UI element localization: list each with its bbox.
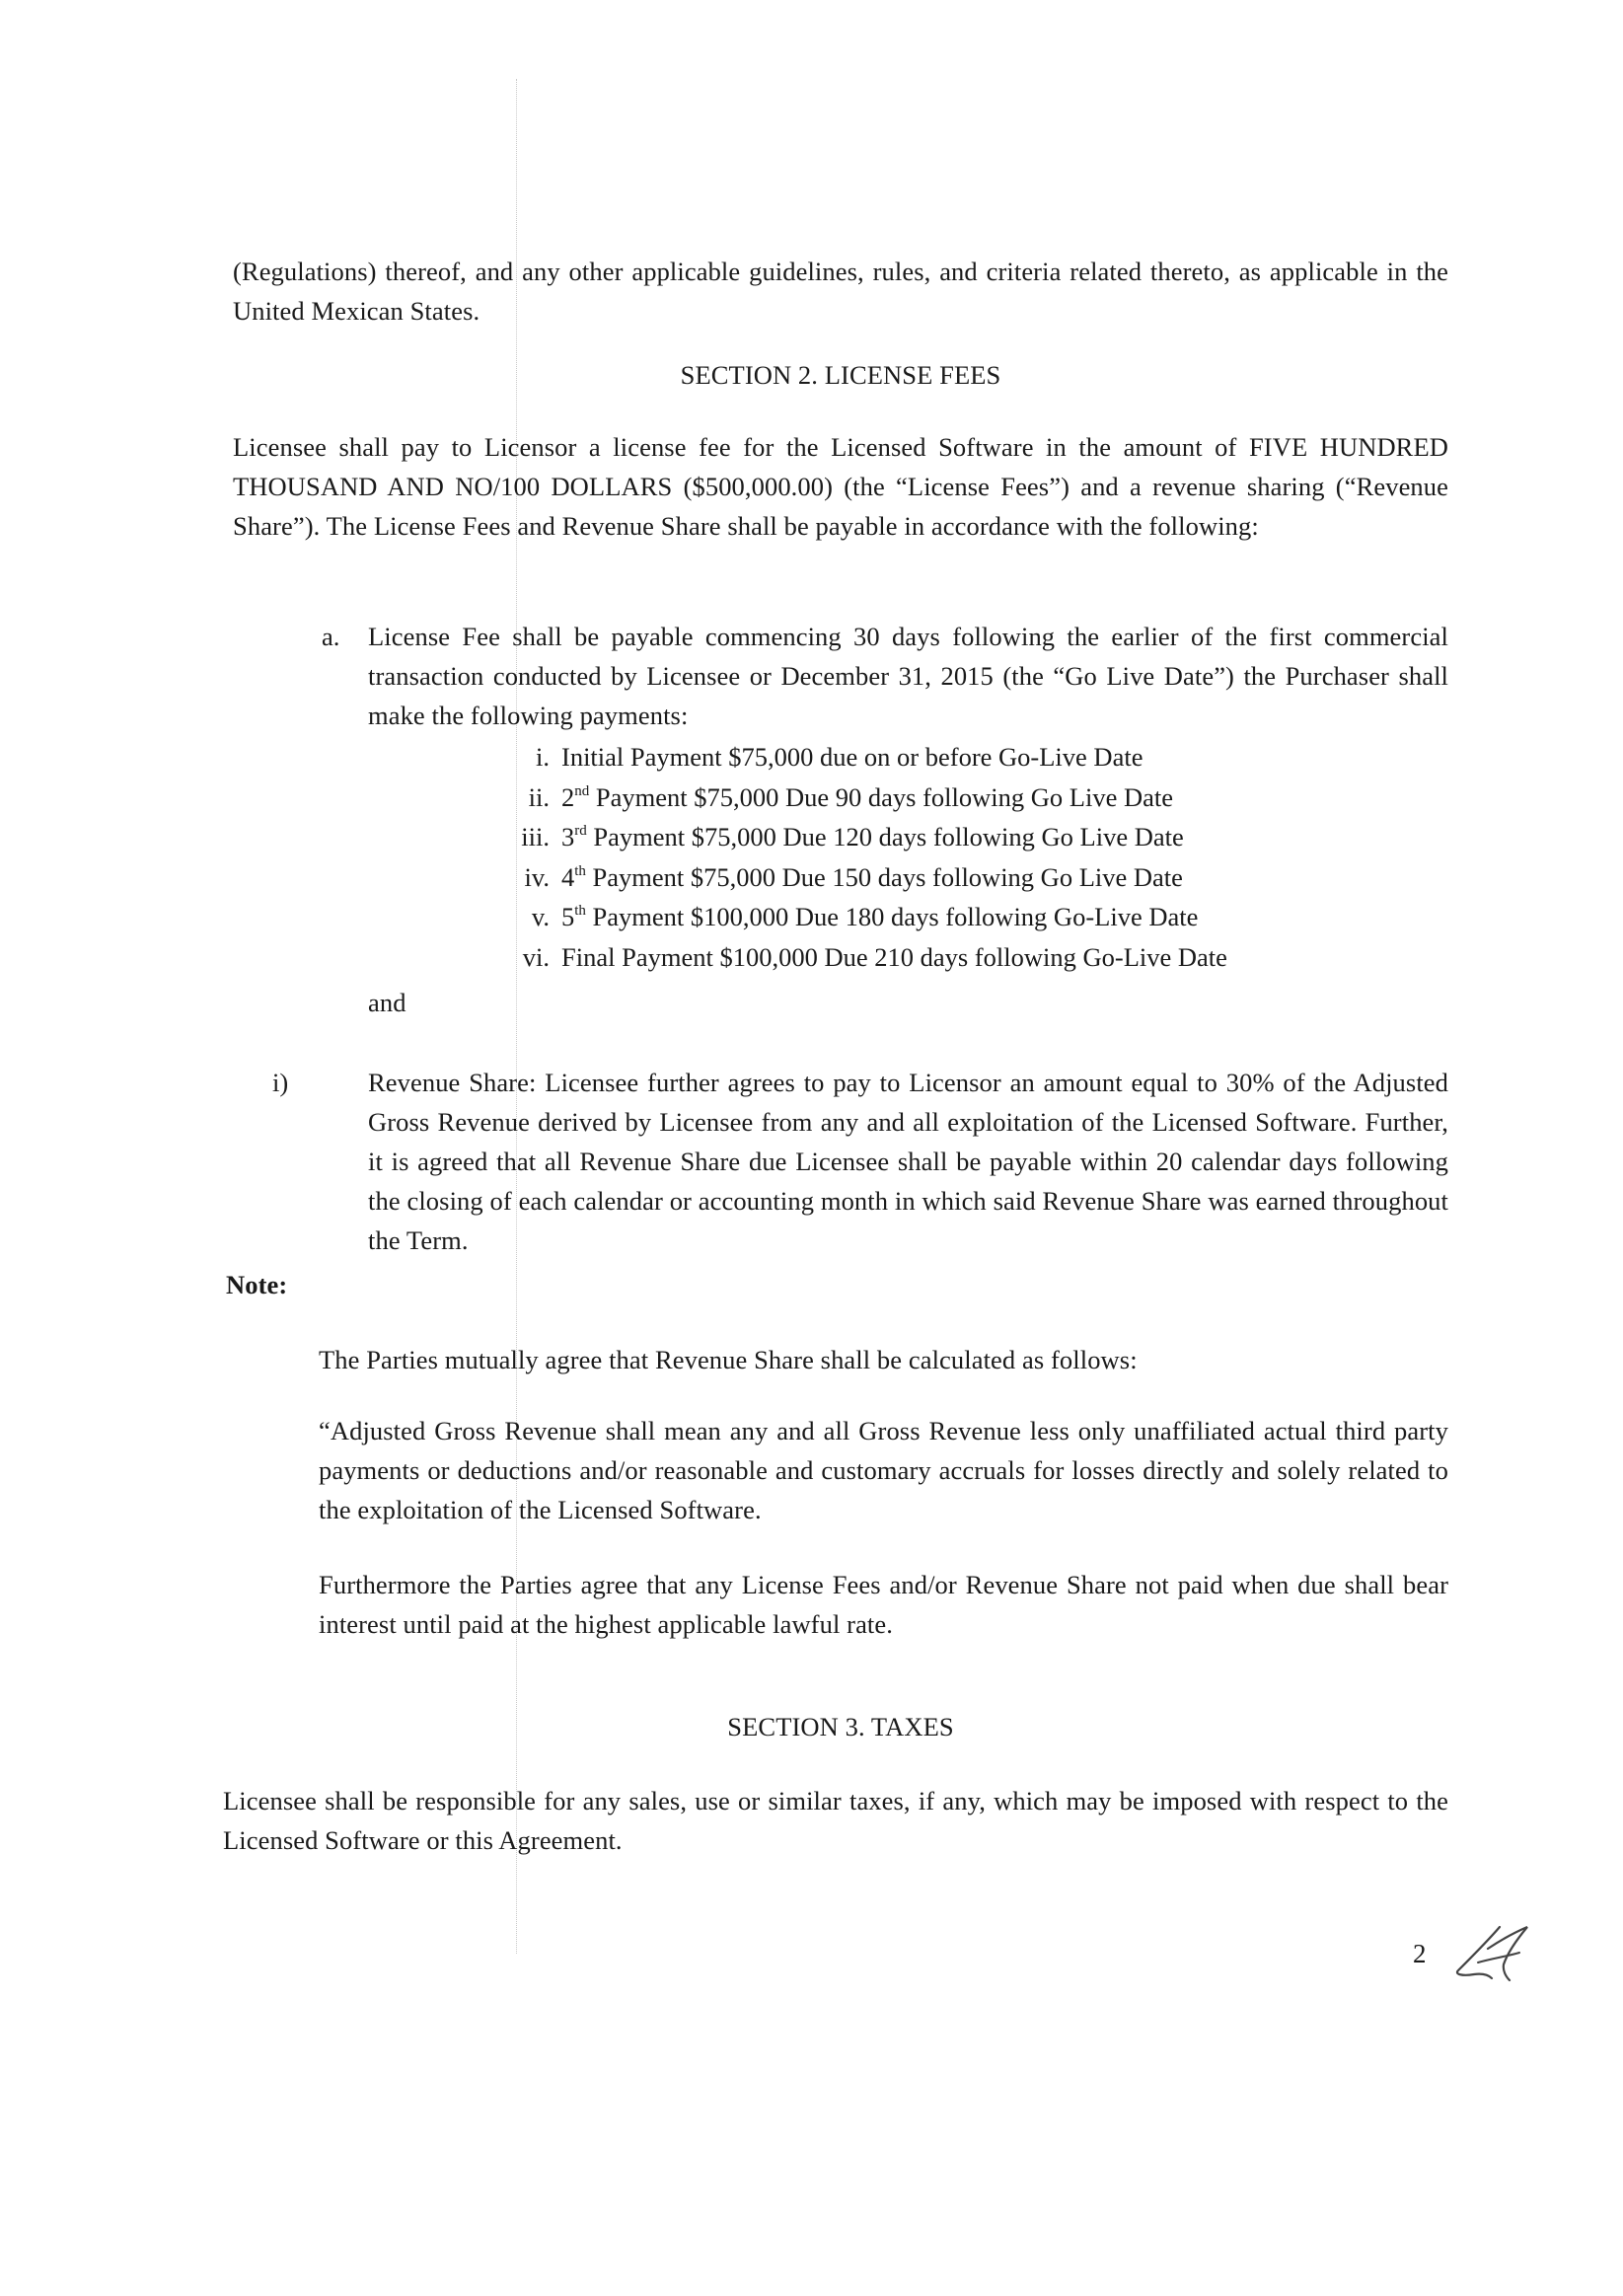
payment-ordinal: 3 <box>561 822 575 852</box>
note-intro: The Parties mutually agree that Revenue Share shall be calculated as follows: <box>319 1345 1138 1374</box>
payment-numeral: ii. <box>528 781 550 812</box>
adjusted-gross-revenue-definition: “Adjusted Gross Revenue shall mean any and all Gross Revenue less only unaffiliated actual third party payments or deductions and/or reasonable and customary accruals for losses directly and solely related to the exploitation of the Licensed Software. <box>319 1416 1448 1524</box>
payment-text: Payment $100,000 Due 180 days following Go-Live Date <box>585 902 1199 931</box>
payment-numeral: iv. <box>524 861 550 892</box>
item-i-label: i) <box>272 1068 289 1097</box>
payment-ordinal: 4 <box>561 861 575 892</box>
payment-text: Final Payment $100,000 Due 210 days following Go-Live Date <box>561 941 1227 972</box>
payment-text: Payment $75,000 Due 90 days following Go Live Date <box>589 781 1173 812</box>
section-2-heading: SECTION 2. LICENSE FEES <box>680 360 1001 390</box>
and-connector: and <box>368 988 406 1017</box>
payment-row <box>498 857 1183 897</box>
payment-row <box>498 737 1143 777</box>
payment-row <box>498 897 1198 936</box>
handwritten-initials-icon <box>1448 1919 1537 1988</box>
payment-row <box>498 817 1184 856</box>
payment-ordinal: 5 <box>561 902 575 931</box>
payment-text: Initial Payment $75,000 due on or before Go-Live Date <box>561 742 1143 772</box>
section-3-paragraph: Licensee shall be responsible for any sales, use or similar taxes, if any, which may be imposed with respect to the Licensed Software or this Agreement. <box>223 1786 1448 1855</box>
section-3-heading: SECTION 3. TAXES <box>727 1712 954 1741</box>
payment-numeral: i. <box>536 742 550 772</box>
payment-row <box>498 778 1173 817</box>
payment-ordinal-suffix: th <box>574 903 586 920</box>
payment-ordinal-suffix: rd <box>574 823 587 840</box>
payment-text: Payment $75,000 Due 150 days following Go Live Date <box>585 861 1183 892</box>
payment-row <box>498 937 1227 977</box>
interest-clause: Furthermore the Parties agree that any License Fees and/or Revenue Share not paid when due shall bear interest until paid at the highest applicable lawful rate. <box>319 1570 1448 1639</box>
note-label: Note: <box>226 1270 288 1299</box>
payment-numeral: vi. <box>522 941 550 972</box>
item-a-text: License Fee shall be payable commencing 30 days following the earlier of the first commercial transaction conducted by Licensee or December 31, 2015 (the “Go Live Date”) the Purchaser shall make the following payments: <box>368 622 1448 730</box>
payment-ordinal: 2 <box>561 781 575 812</box>
payment-ordinal-suffix: nd <box>574 782 590 799</box>
payment-numeral: v. <box>531 902 550 931</box>
intro-continuation: (Regulations) thereof, and any other applicable guidelines, rules, and criteria related thereto, as applicable in the United Mexican States. <box>233 257 1448 326</box>
revenue-share-text: Revenue Share: Licensee further agrees to pay to Licensor an amount equal to 30% of the Adjusted Gross Revenue derived by Licensee from any and all exploitation of the Licensed Software. Further, it is agreed that all Revenue Share due Licensee shall be payable within 20 calendar days following the closing of each calendar or accounting month in which said Revenue Share was earned throughout the Term. <box>368 1068 1448 1255</box>
payment-text: Payment $75,000 Due 120 days following Go Live Date <box>586 822 1184 852</box>
section-2-paragraph: Licensee shall pay to Licensor a license fee for the Licensed Software in the amount of FIVE HUNDRED THOUSAND AND NO/100 DOLLARS ($500,000.00) (the “License Fees”) and a revenue sharing (“Revenue Share”). The License Fees and Revenue Share shall be payable in accordance with the following: <box>233 432 1448 541</box>
payment-ordinal-suffix: th <box>574 862 586 879</box>
payment-numeral: iii. <box>521 822 550 852</box>
item-a-label: a. <box>322 622 340 651</box>
page-number: 2 <box>1413 1939 1427 1968</box>
